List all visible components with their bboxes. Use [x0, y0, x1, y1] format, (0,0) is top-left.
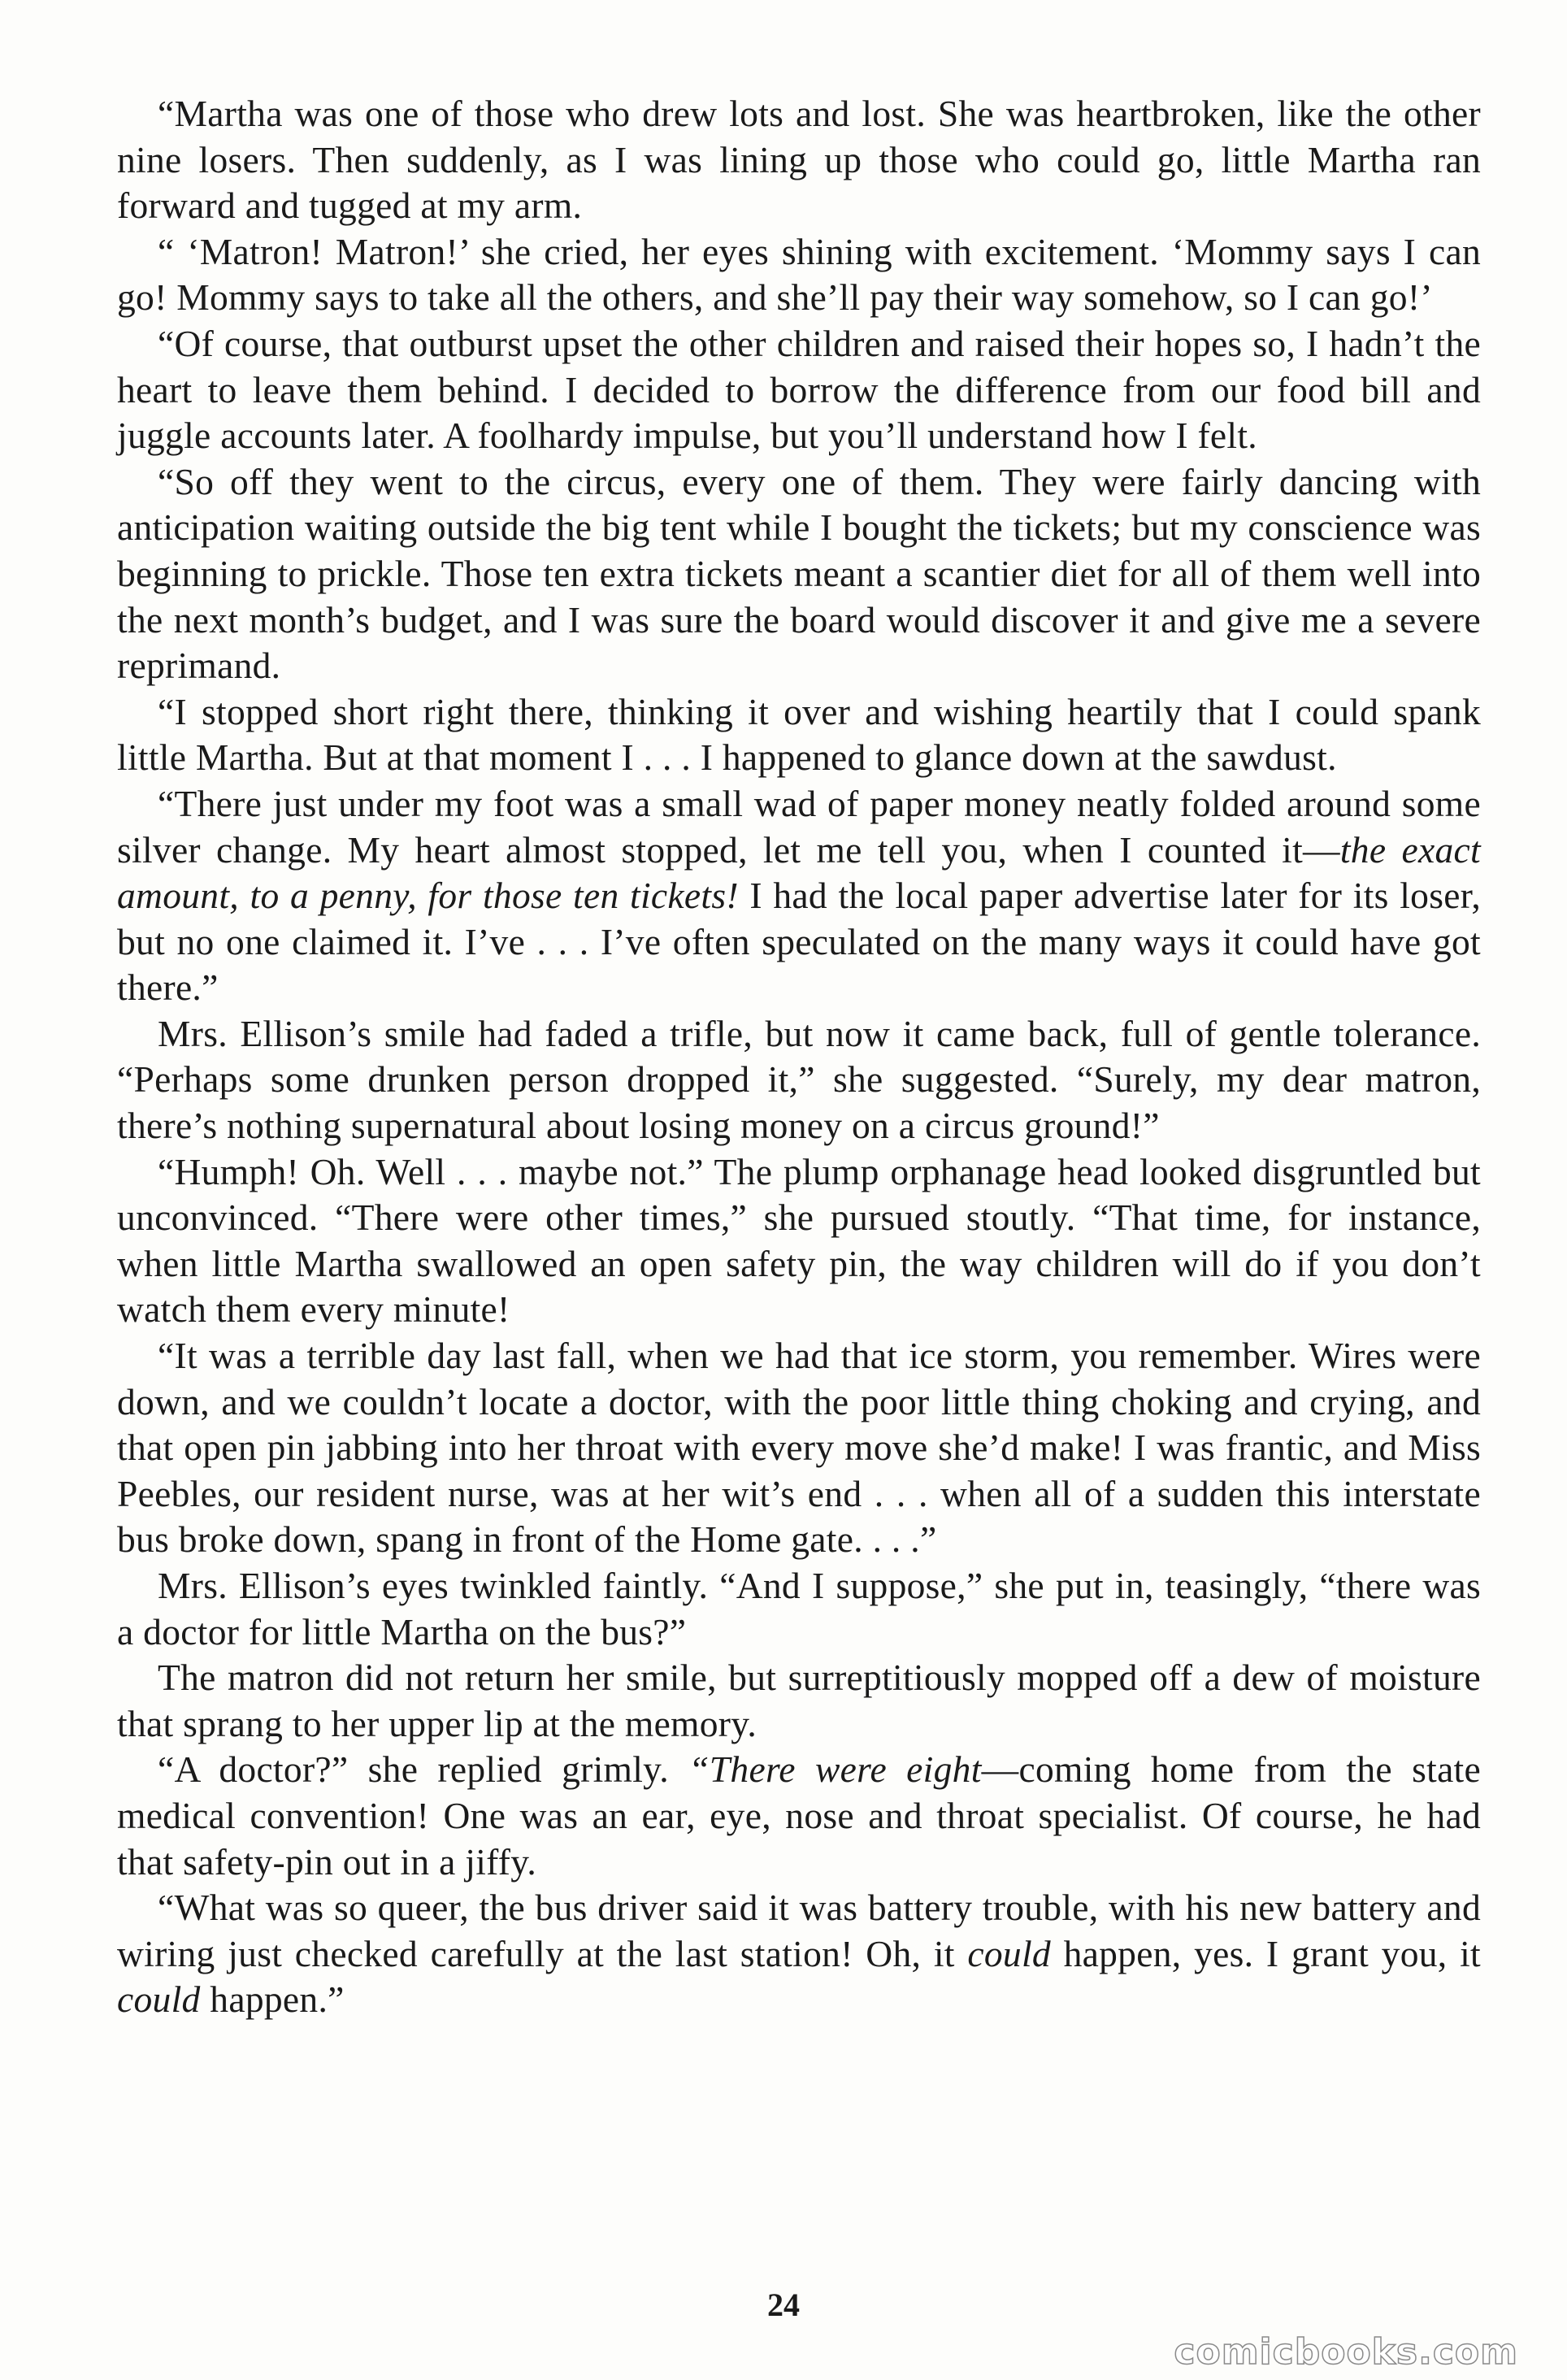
italic-text: “There were eight [688, 1748, 982, 1791]
paragraph [117, 229, 1481, 321]
paragraph [117, 1655, 1481, 1747]
italic-text: could [967, 1932, 1051, 1974]
text-run: Mrs. Ellison’s smile had faded a trifle, but now it came back, full of gentle tolerance. “Perhaps some drunken person dropped it,” she suggested. “Surely, my dear matron, there’s nothing supernatural about losing money on a circus ground!” [117, 1012, 1481, 1147]
text-run: “So off they went to the circus, every one of them. They were fairly dancing with anticipation waiting outside the big tent while I bought the tickets; but my conscience was beginning to prickle. Those ten extra tickets meant a scantier diet for all of them well into the next month’s budget, and I was sure the board would discover it and give me a severe reprimand. [117, 460, 1481, 687]
italic-text: the exact amount, to a penny, for those ten tickets! [117, 828, 1481, 917]
text-run: “A doctor?” she replied grimly. [158, 1748, 689, 1791]
paragraph [117, 1885, 1481, 2023]
text-run: “It was a terrible day last fall, when we had that ice storm, you remember. Wires were down, and we couldn’t locate a doctor, with the poor little thing choking and crying, and that open pin jabbing into her throat with every move she’d make! I was frantic, and Miss Peebles, our resident nurse, was at her wit’s end . . . when all of a sudden this interstate bus broke down, spang in front of the Home gate. . . .” [117, 1335, 1481, 1561]
text-run: I had the local paper advertise later for its loser, but no one claimed it. I’ve . . . I’ve often speculated on the many ways it could have got there.” [117, 875, 1482, 1009]
paragraph [117, 1011, 1481, 1149]
paragraph [117, 781, 1481, 1011]
text-run: “Humph! Oh. Well . . . maybe not.” The plump orphanage head looked disgruntled but unconvinced. “There were other times,” she pursued stoutly. “That time, for instance, when little Martha swallowed an open safety pin, the way children will do if you don’t watch them every minute! [117, 1150, 1481, 1331]
text-run: The matron did not return her smile, but surreptitiously mopped off a dew of moisture that sprang to her upper lip at the memory. [117, 1657, 1481, 1744]
paragraph [117, 689, 1481, 781]
paragraph [117, 459, 1481, 689]
paragraph [117, 1149, 1481, 1333]
paragraph [117, 1747, 1481, 1885]
story-text [117, 91, 1481, 2023]
text-run: “What was so queer, the bus driver said it was battery trouble, with his new battery and wiring just checked carefully at the last station! Oh, it [117, 1887, 1481, 1974]
text-run: happen, yes. I grant you, it [1050, 1932, 1481, 1974]
paragraph [117, 1563, 1481, 1655]
text-run: “Of course, that outburst upset the other children and raised their hopes so, I hadn’t the heart to leave them behind. I decided to borrow the difference from our food bill and juggle accounts later. A foolhardy impulse, but you’ll understand how I felt. [117, 322, 1481, 457]
text-run: Mrs. Ellison’s eyes twinkled faintly. “And I suppose,” she put in, teasingly, “there was a doctor for little Martha on the bus?” [117, 1565, 1481, 1653]
paragraph [117, 321, 1481, 459]
text-run: “There just under my foot was a small wad of paper money neatly folded around some silver change. My heart almost stopped, let me tell you, when I counted it— [117, 782, 1481, 871]
text-run: happen.” [200, 1978, 345, 2021]
paragraph [117, 91, 1481, 229]
site-watermark: comicbooks.com [1174, 2331, 1518, 2373]
page-number: 24 [767, 2287, 800, 2323]
italic-text: could [117, 1978, 201, 2021]
text-run: “Martha was one of those who drew lots and lost. She was heartbroken, like the other nine losers. Then suddenly, as I was lining up those who could go, little Martha ran forward and tugged at my arm. [117, 93, 1481, 227]
text-run: “ ‘Matron! Matron!’ she cried, her eyes shining with excitement. ‘Mommy says I can go! Mommy says to take all the others, and she’ll pay their way somehow, so I can go!’ [117, 230, 1481, 319]
paragraph [117, 1333, 1481, 1563]
text-run: “I stopped short right there, thinking it over and wishing heartily that I could spank little Martha. But at that moment I . . . I happened to glance down at the sawdust. [117, 690, 1481, 779]
text-run: —coming home from the state medical convention! One was an ear, eye, nose and throat specialist. Of course, he had that safety-pin out in a jiffy. [117, 1748, 1481, 1883]
